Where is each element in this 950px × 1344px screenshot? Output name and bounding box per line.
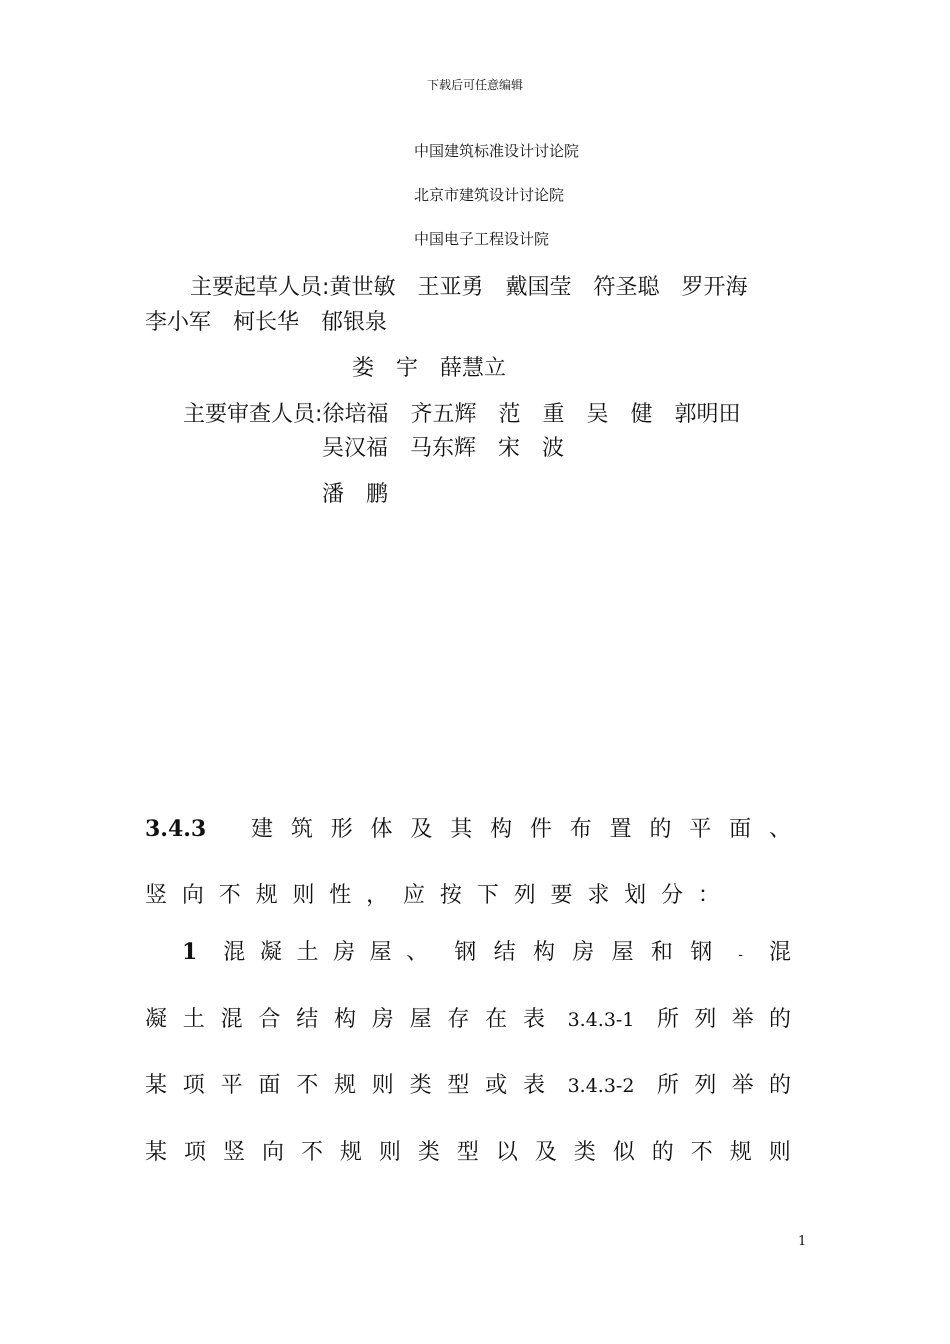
item-text: 混 凝 土 房 屋 、 [223, 940, 429, 965]
clause-text: 竖 向 不 规 则 性 ， 应 按 下 列 要 求 划 分 ： [145, 883, 720, 908]
reviewer-name: 马东辉 [410, 436, 477, 461]
drafters-colon: : [322, 275, 330, 300]
clause-line [145, 878, 791, 909]
header-note: 下载后可任意编辑 [426, 78, 523, 92]
item-text: 所 列 举 的 [656, 1073, 791, 1098]
reviewers-colon: : [315, 402, 323, 427]
organization-name: 中国建筑标准设计讨论院 [414, 142, 580, 160]
item-text: 某 项 平 面 不 规 则 类 型 或 表 [145, 1073, 545, 1098]
reviewers-line [183, 397, 741, 428]
drafter-name: 黄世敏 [329, 275, 396, 300]
drafters-label: 主要起草人员 [190, 275, 323, 300]
item-line [145, 1002, 791, 1033]
clause-line [145, 812, 791, 843]
reviewers-line [322, 477, 388, 508]
reviewer-name: 范 重 [498, 402, 565, 427]
item-text: 钢 结 构 房 屋 和 钢 [454, 940, 713, 965]
drafters-line [145, 305, 387, 336]
item-line [145, 1068, 791, 1099]
drafter-name: 罗开海 [681, 275, 748, 300]
drafter-name: 符圣聪 [593, 275, 660, 300]
reviewers-label: 主要审查人员 [183, 402, 316, 427]
drafter-name: 李小军 [145, 310, 212, 335]
reviewers-line [322, 431, 564, 462]
item-number: 1 [182, 939, 198, 965]
reviewer-name: 郭明田 [674, 402, 741, 427]
item-line [182, 935, 791, 966]
clause-text: 建 筑 形 体 及 其 构 件 布 置 的 平 面 、 [251, 817, 791, 842]
item-text: 凝 土 混 合 结 构 房 屋 存 在 表 [145, 1007, 545, 1032]
page-number: 1 [798, 1234, 807, 1249]
drafter-name: 柯长华 [233, 310, 300, 335]
item-text: 所 列 举 的 [656, 1007, 791, 1032]
table-reference: 3.4.3-1 [567, 1009, 635, 1031]
reviewer-name: 齐五辉 [410, 402, 477, 427]
organization-name: 中国电子工程设计院 [414, 230, 550, 248]
reviewer-name: 吴 健 [586, 402, 653, 427]
drafters-line [352, 351, 506, 382]
reviewer-name: 宋 波 [498, 436, 565, 461]
drafter-name: 王亚勇 [417, 275, 484, 300]
drafters-line [190, 270, 748, 301]
item-text: 混 [768, 940, 791, 965]
reviewer-name: 徐培福 [322, 402, 389, 427]
drafter-name: 戴国莹 [505, 275, 572, 300]
item-dash: - [738, 947, 743, 963]
table-reference: 3.4.3-2 [567, 1075, 635, 1097]
clause-number: 3.4.3 [145, 816, 207, 842]
reviewer-name: 吴汉福 [322, 436, 389, 461]
item-line: 某 项 竖 向 不 规 则 类 型 以 及 类 似 的 不 规 则 [145, 1140, 791, 1165]
reviewer-name: 潘 鹏 [322, 482, 389, 507]
drafter-name: 娄 宇 [352, 356, 419, 381]
drafter-name: 郁银泉 [321, 310, 388, 335]
drafter-name: 薛慧立 [440, 356, 507, 381]
organization-name: 北京市建筑设计讨论院 [414, 186, 565, 204]
